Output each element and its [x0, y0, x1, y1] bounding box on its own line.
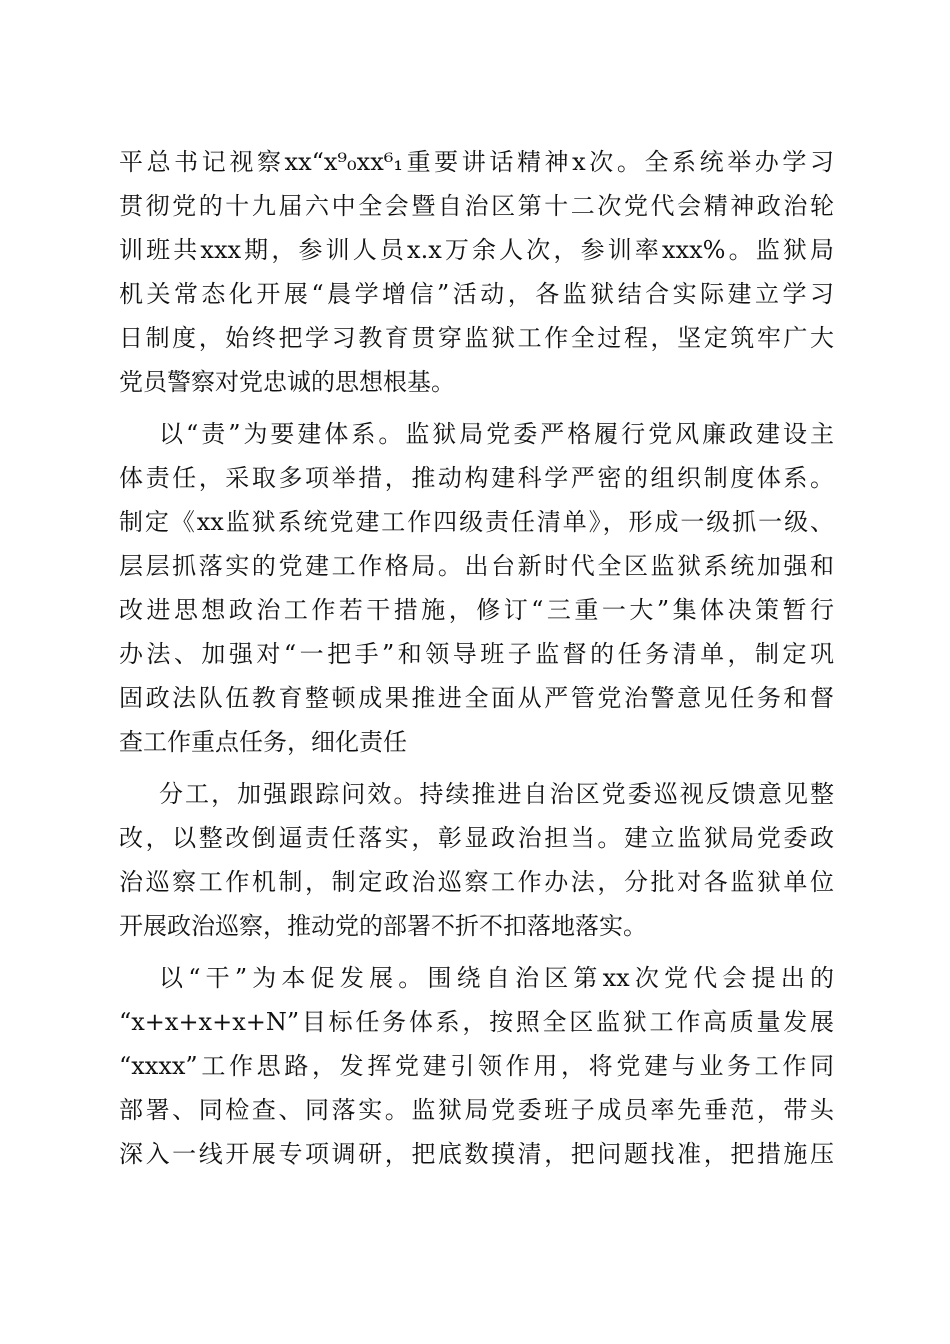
text-line: 贯彻党的十九届六中全会暨自治区第十二次党代会精神政治轮 — [119, 192, 834, 220]
text-line: 训班共xxx期，参训人员x.x万余人次，参训率xxx%。监狱局 — [119, 236, 834, 264]
text-line: 层层抓落实的党建工作格局。出台新时代全区监狱系统加强和 — [119, 552, 834, 580]
body-text — [119, 140, 834, 1176]
text-line: 办法、加强对“一把手”和领导班子监督的任务清单，制定巩 — [119, 640, 834, 668]
text-line: 分工，加强跟踪问效。持续推进自治区党委巡视反馈意见整 — [159, 780, 834, 808]
text-line: 制定《xx监狱系统党建工作四级责任清单》，形成一级抓一级、 — [119, 508, 834, 536]
text-line: 治巡察工作机制，制定政治巡察工作办法，分批对各监狱单位 — [119, 868, 834, 896]
text-line: 改进思想政治工作若干措施，修订“三重一大”集体决策暂行 — [119, 596, 834, 624]
text-line: “xxxx”工作思路，发挥党建引领作用，将党建与业务工作同 — [119, 1052, 834, 1080]
text-line: 开展政治巡察，推动党的部署不折不扣落地落实。 — [119, 912, 647, 940]
text-line: 党员警察对党忠诚的思想根基。 — [119, 368, 455, 396]
text-line: 平总书记视察xx“x⁹₀xx⁶₁重要讲话精神x次。全系统举办学习 — [119, 148, 834, 176]
text-line: 体责任，采取多项举措，推动构建科学严密的组织制度体系。 — [119, 464, 834, 492]
text-line: 日制度，始终把学习教育贯穿监狱工作全过程，坚定筑牢广大 — [119, 324, 834, 352]
text-line: 查工作重点任务，细化责任 — [119, 728, 407, 756]
text-line: 以“干”为本促发展。围绕自治区第xx次党代会提出的 — [159, 964, 834, 992]
text-line: “x+x+x+x+N”目标任务体系，按照全区监狱工作高质量发展 — [119, 1008, 834, 1036]
text-line: 部署、同检查、同落实。监狱局党委班子成员率先垂范，带头 — [119, 1096, 834, 1124]
text-line: 改，以整改倒逼责任落实，彰显政治担当。建立监狱局党委政 — [119, 824, 834, 852]
text-line: 机关常态化开展“晨学增信”活动，各监狱结合实际建立学习 — [119, 280, 834, 308]
text-line: 以“责”为要建体系。监狱局党委严格履行党风廉政建设主 — [159, 420, 834, 448]
text-line: 固政法队伍教育整顿成果推进全面从严管党治警意见任务和督 — [119, 684, 834, 712]
text-line: 深入一线开展专项调研，把底数摸清，把问题找准，把措施压 — [119, 1140, 834, 1168]
